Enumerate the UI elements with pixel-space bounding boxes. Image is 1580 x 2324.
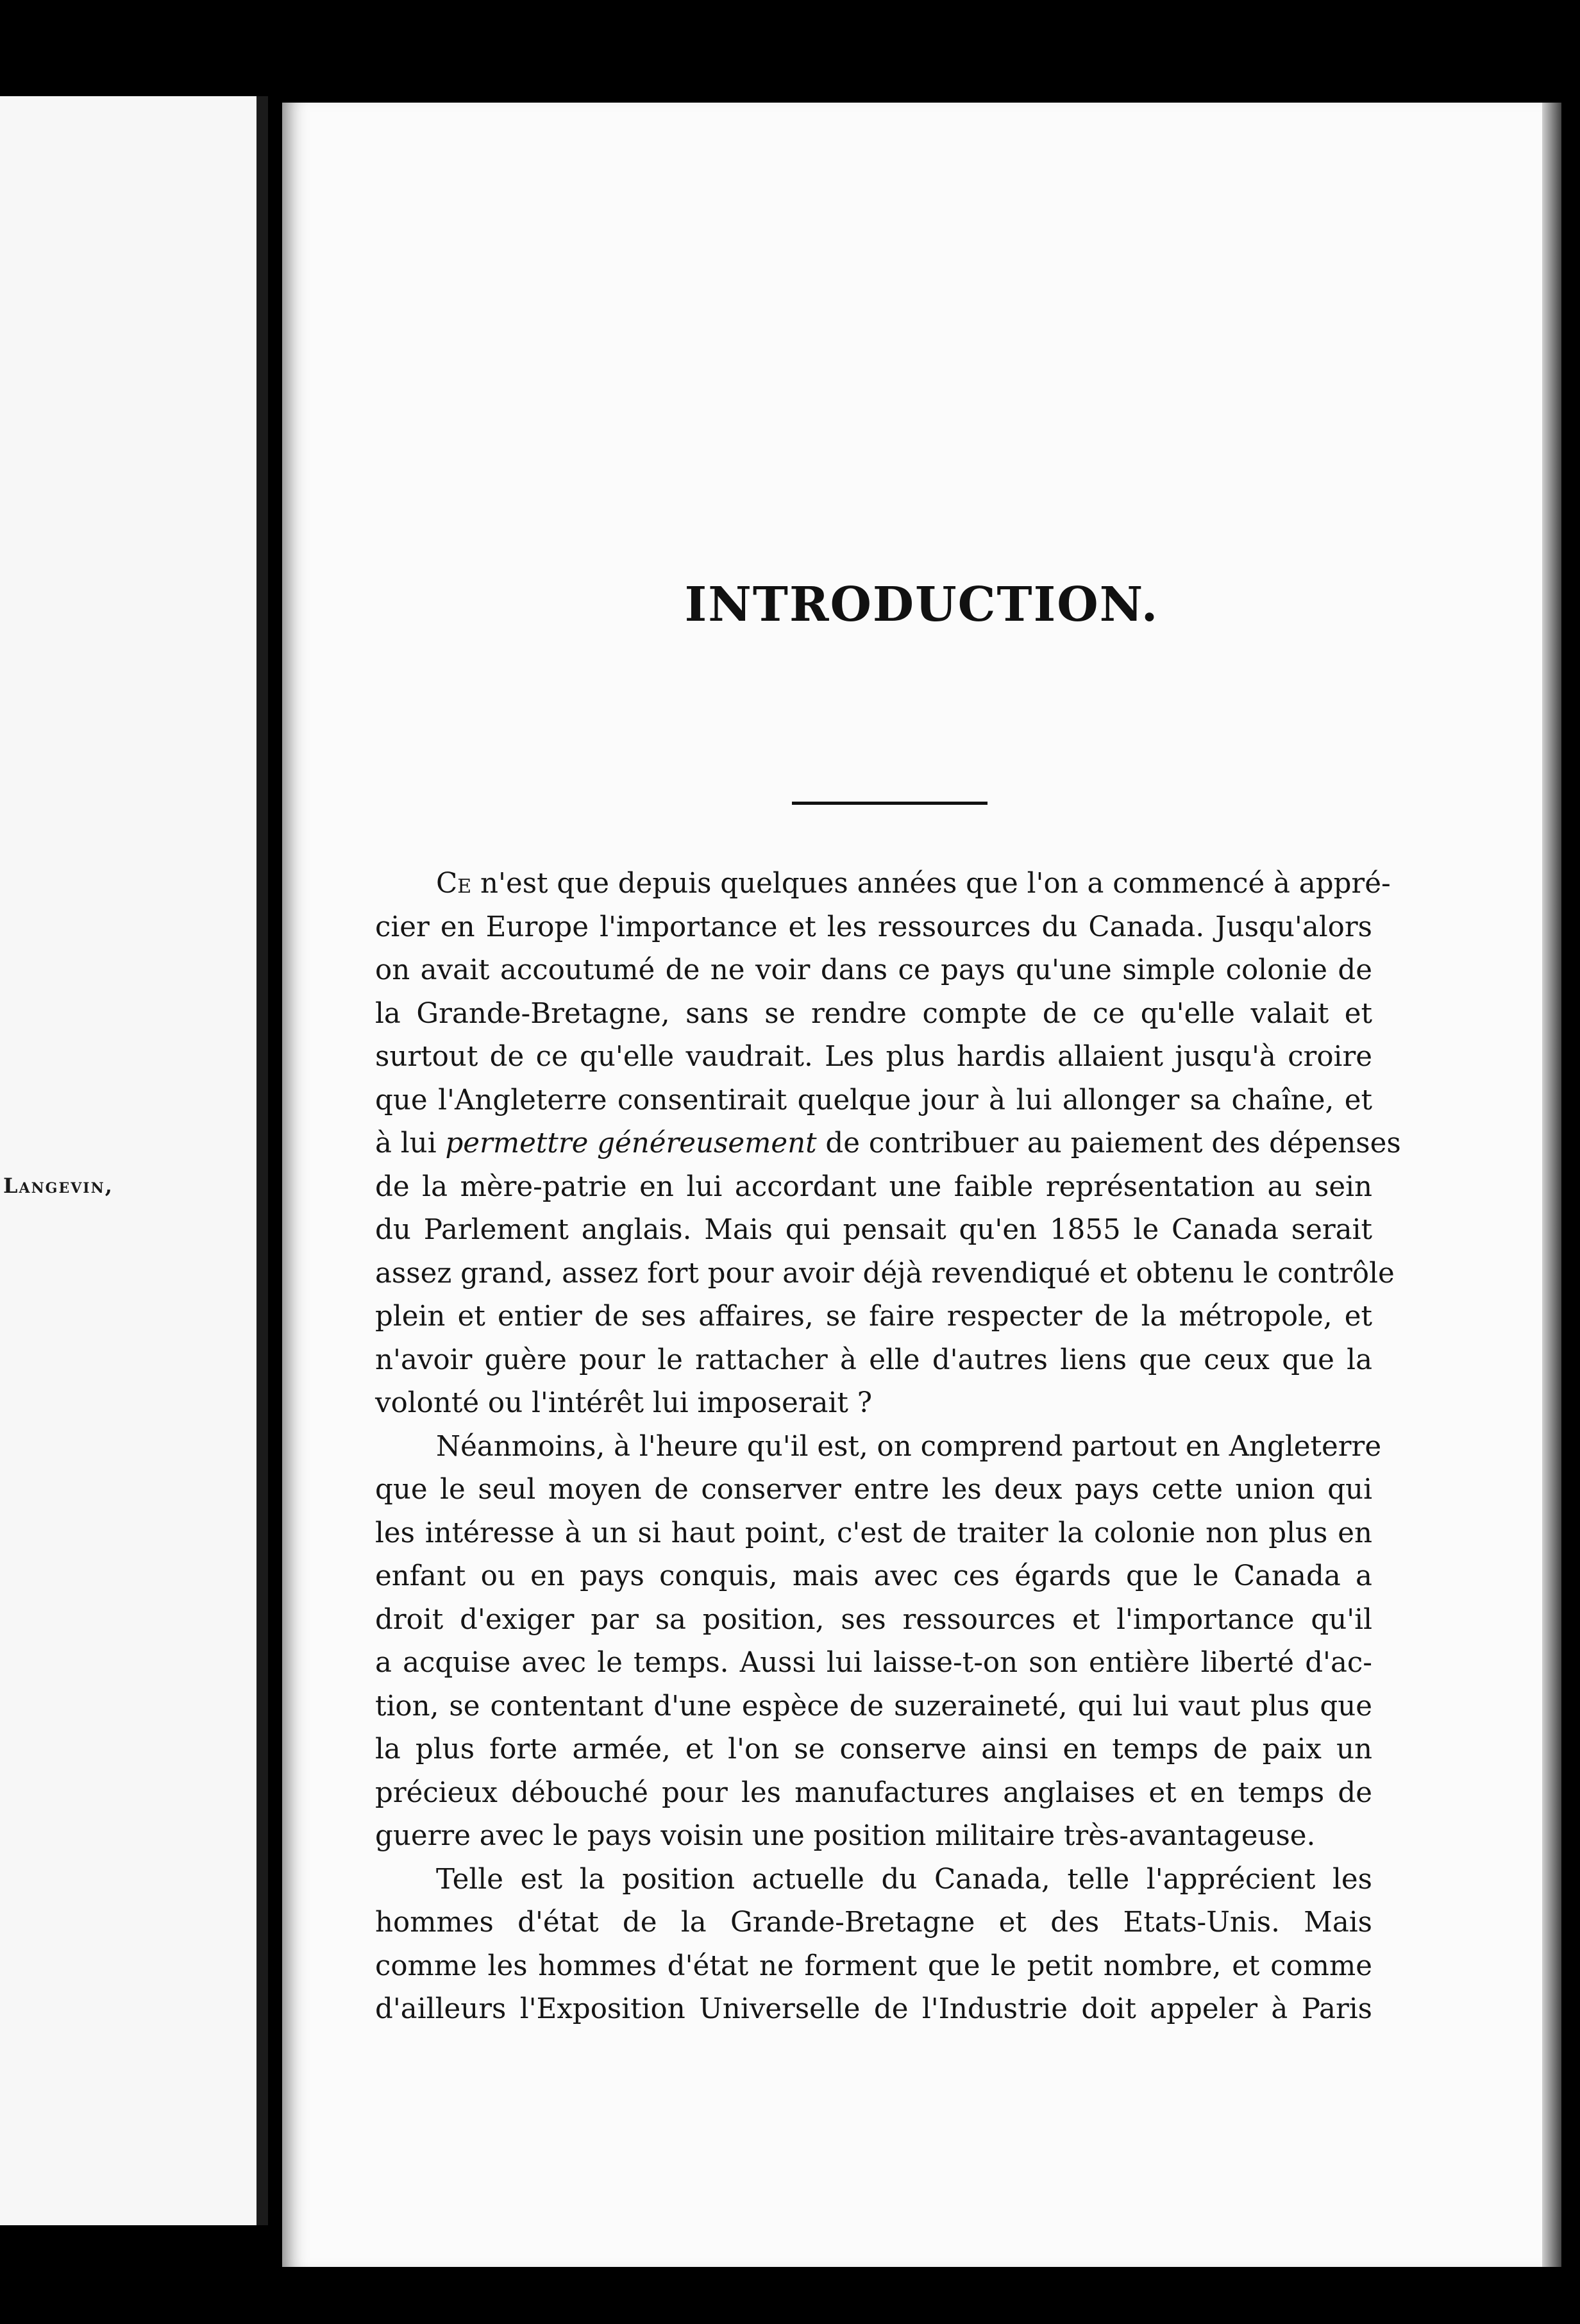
page-title: INTRODUCTION. — [684, 577, 1159, 632]
italic-phrase: permettre généreusement — [445, 1127, 817, 1159]
paragraph-3 — [375, 1858, 1372, 2032]
text-line: Ce n'est que depuis quelques années que l'on a commencé à appré- — [436, 868, 1391, 900]
left-page-fragment: Langevin, — [3, 1174, 113, 1198]
text-line: a acquise avec le temps. Aussi lui laisse-t-on son entière liberté d'ac- — [375, 1647, 1372, 1679]
paragraph-2 — [375, 1426, 1382, 1858]
text-line: comme les hommes d'état ne forment que le petit nombre, et comme — [375, 1949, 1372, 1982]
text-line: volonté ou l'intérêt lui imposerait ? — [375, 1387, 873, 1419]
left-page — [0, 96, 268, 2225]
text-line: que le seul moyen de conserver entre les deux pays cette union qui — [375, 1474, 1372, 1506]
text-line: on avait accoutumé de ne voir dans ce pays qu'une simple colonie de — [375, 954, 1372, 986]
text-line: les intéresse à un si haut point, c'est de traiter la colonie non plus en — [375, 1517, 1372, 1549]
text-line: précieux débouché pour les manufactures anglaises et en temps de — [375, 1776, 1372, 1809]
body-text — [375, 863, 1401, 2032]
title-rule — [792, 802, 988, 805]
text-line: du Parlement anglais. Mais qui pensait qu'en 1855 le Canada serait — [375, 1214, 1372, 1246]
text-line: droit d'exiger par sa position, ses ressources et l'importance qu'il — [375, 1603, 1372, 1636]
text-line: d'ailleurs l'Exposition Universelle de l'Industrie doit appeler à Paris — [375, 1993, 1372, 2025]
text-line: n'avoir guère pour le rattacher à elle d'autres liens que ceux que la — [375, 1343, 1372, 1376]
text-line: Néanmoins, à l'heure qu'il est, on comprend partout en Angleterre — [436, 1430, 1382, 1463]
text-line: surtout de ce qu'elle vaudrait. Les plus hardis allaient jusqu'à croire — [375, 1041, 1372, 1073]
text-line: Telle est la position actuelle du Canada, telle l'apprécient les — [436, 1863, 1372, 1896]
text-line: à lui permettre généreusement de contribuer au paiement des dépenses — [375, 1127, 1401, 1159]
text-line: guerre avec le pays voisin une position militaire très-avantageuse. — [375, 1820, 1316, 1852]
text-line: la plus forte armée, et l'on se conserve ainsi en temps de paix un — [375, 1733, 1372, 1765]
text-line: de la mère-patrie en lui accordant une faible représentation au sein — [375, 1170, 1372, 1203]
text-line: la Grande-Bretagne, sans se rendre compte de ce qu'elle valait et — [375, 997, 1372, 1030]
text-line: hommes d'état de la Grande-Bretagne et des Etats-Unis. Mais — [375, 1907, 1372, 1939]
text-line: plein et entier de ses affaires, se faire respecter de la métropole, et — [375, 1301, 1372, 1333]
text-line: que l'Angleterre consentirait quelque jour à lui allonger sa chaîne, et — [375, 1084, 1372, 1116]
text-line: enfant ou en pays conquis, mais avec ces égards que le Canada a — [375, 1560, 1372, 1592]
right-page — [282, 103, 1561, 2267]
text-line: assez grand, assez fort pour avoir déjà revendiqué et obtenu le contrôle — [375, 1257, 1395, 1290]
page-edge-shadow — [1542, 103, 1561, 2267]
text-line: tion, se contentant d'une espèce de suzeraineté, qui lui vaut plus que — [375, 1690, 1372, 1722]
paragraph-1 — [375, 863, 1401, 1426]
text-line: cier en Europe l'importance et les ressources du Canada. Jusqu'alors — [375, 911, 1372, 943]
